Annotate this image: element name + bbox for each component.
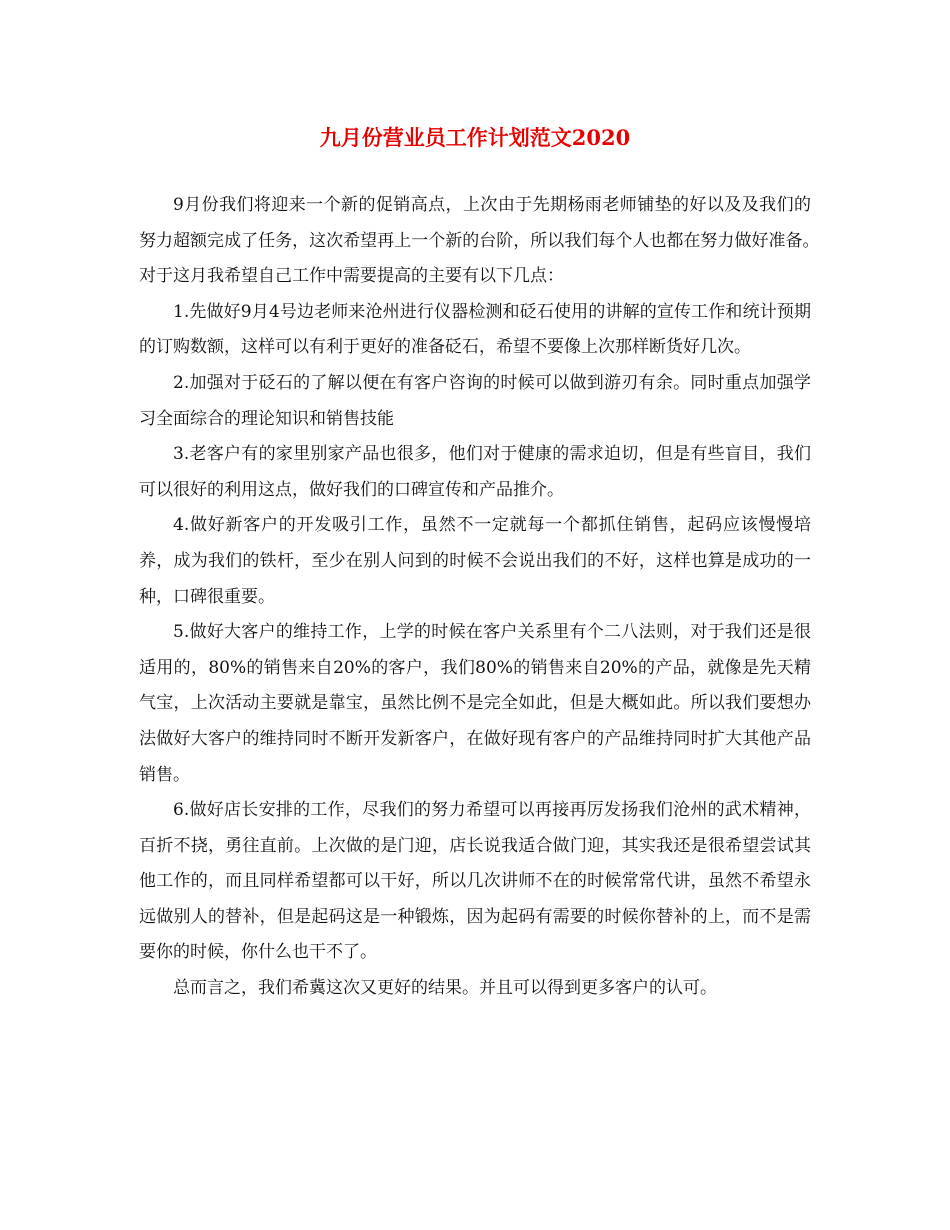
document-title: 九月份营业员工作计划范文2020 — [319, 125, 631, 150]
intro-paragraph: 9月份我们将迎来一个新的促销高点，上次由于先期杨雨老师铺垫的好以及及我们的努力超额完成了任务，这次希望再上一个新的台阶，所以我们每个人也都在努力做好准备。 对于这月我希望自己工作中需要提高的主要有以下几点： — [139, 195, 828, 287]
point-2-paragraph: 2.加强对于砭石的了解以便在有客户咨询的时候可以做到游刃有余。同时重点加强学习全面综合的理论知识和销售技能 — [139, 372, 811, 429]
document-body — [139, 188, 828, 1007]
point-4-paragraph: 4.做好新客户的开发吸引工作，虽然不一定就每一个都抓住销售，起码应该慢慢培养，成为我们的铁杆，至少在别人问到的时候不会说出我们的不好，这样也算是成功的一种，口碑很重要。 — [139, 515, 811, 607]
point-5-paragraph: 5.做好大客户的维持工作，上学的时候在客户关系里有个二八法则，对于我们还是很适用的，80%的销售来自20%的客户，我们80%的销售来自20%的产品，就像是先天精气宝，上次活动主要就是靠宝，虽然比例不是完全如此，但是大概如此。所以我们要想办法做好大客户的维持同时不断开发新客户，在做好现有客户的产品维持同时扩大其他产品销售。 — [139, 622, 811, 785]
point-3-paragraph: 3.老客户有的家里别家产品也很多，他们对于健康的需求迫切，但是有些盲目，我们可以很好的利用这点，做好我们的口碑宣传和产品推介。 — [139, 444, 811, 500]
conclusion-paragraph: 总而言之，我们希冀这次又更好的结果。并且可以得到更多客户的认可。 — [173, 978, 717, 999]
point-1-paragraph: 1.先做好9月4号边老师来沧州进行仪器检测和砭石使用的讲解的宣传工作和统计预期的订购数额，这样可以有利于更好的准备砭石，希望不要像上次那样断货好几次。 — [139, 301, 811, 358]
point-6-paragraph: 6.做好店长安排的工作，尽我们的努力希望可以再接再厉发扬我们沧州的武术精神，百折不挠，勇往直前。上次做的是门迎，店长说我适合做门迎，其实我还是很希望尝试其他工作的，而且同样希望都可以干好，所以几次讲师不在的时候常常代讲，虽然不希望永远做别人的替补，但是起码这是一种锻炼，因为起码有需要的时候你替补的上，而不是需要你的时候，你什么也干不了。 — [139, 800, 811, 963]
